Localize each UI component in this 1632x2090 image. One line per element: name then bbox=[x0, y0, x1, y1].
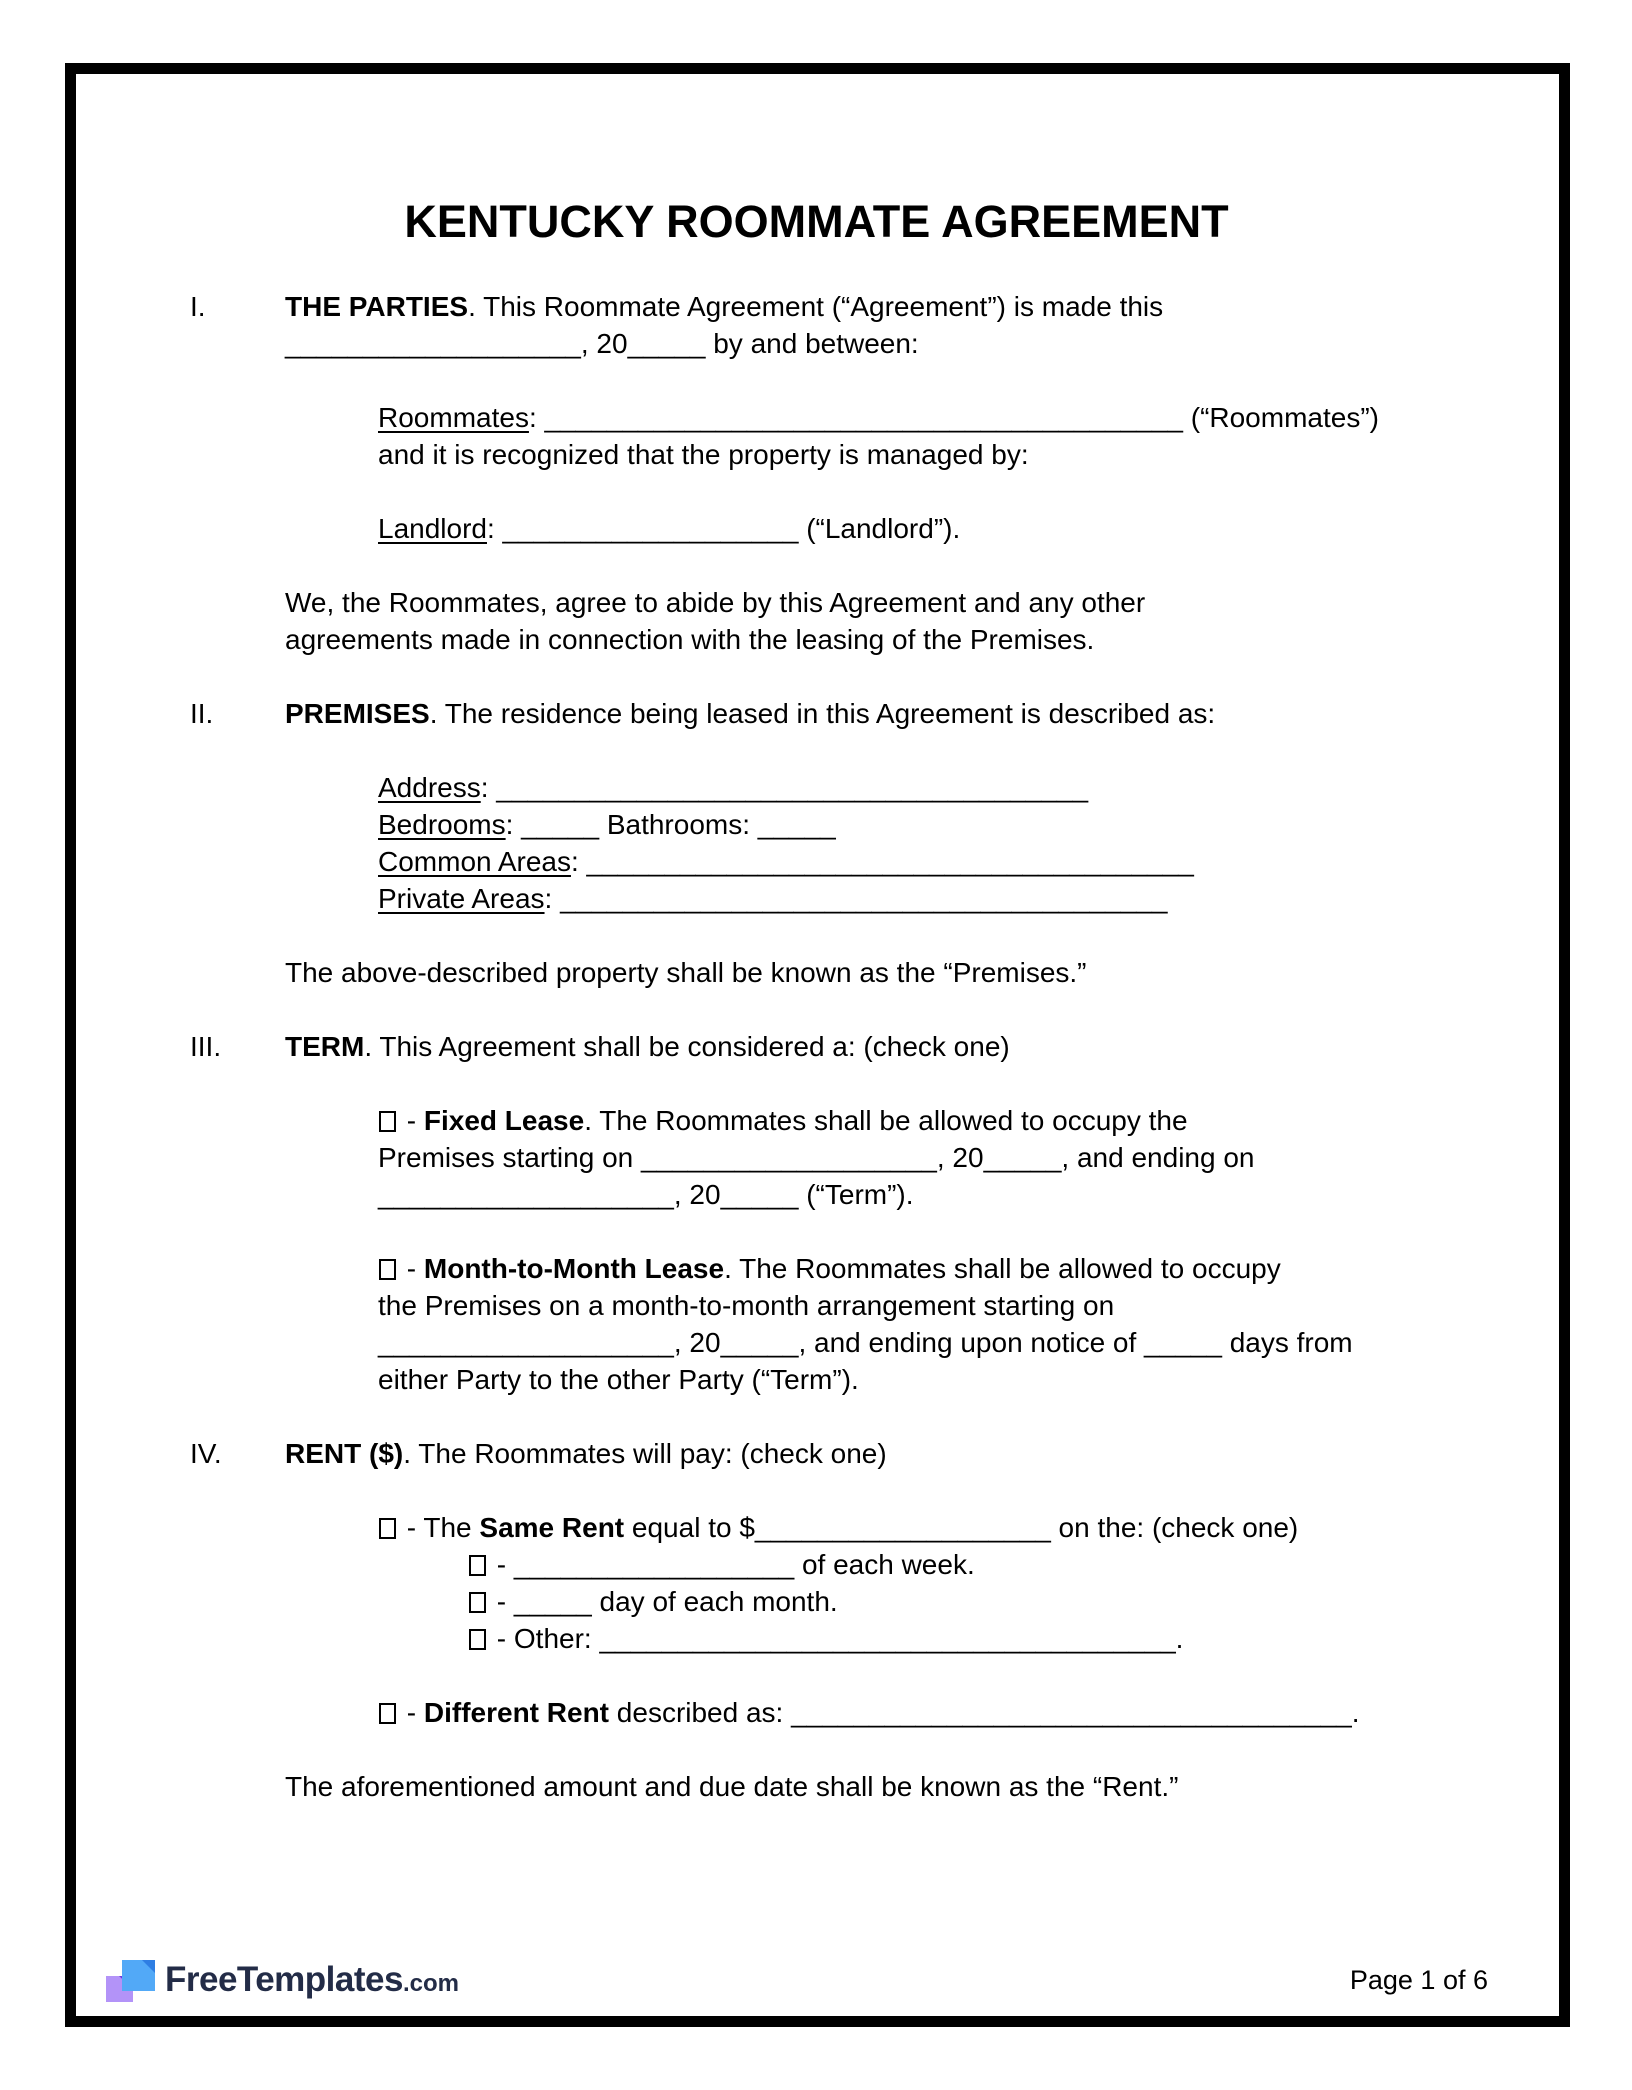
checkbox bbox=[379, 1518, 396, 1539]
paragraph-line bbox=[378, 806, 1529, 843]
paragraph-line bbox=[378, 1139, 1529, 1176]
text-segment: . The Roommates shall be allowed to occupy the bbox=[584, 1105, 1188, 1136]
text-segment: : _____ Bathrooms: _____ bbox=[505, 809, 836, 840]
section-numeral: IV. bbox=[190, 1438, 222, 1469]
text-segment: Month-to-Month Lease bbox=[423, 1253, 725, 1284]
text-segment: We, the Roommates, agree to abide by this Agreement and any other bbox=[285, 587, 1146, 618]
paragraph-line bbox=[378, 843, 1529, 880]
paragraph-line bbox=[378, 1509, 1529, 1546]
folded-pages-icon bbox=[106, 1958, 155, 2002]
text-segment: RENT ($) bbox=[285, 1438, 404, 1469]
text-segment: and it is recognized that the property is managed by: bbox=[378, 439, 1029, 470]
text-segment: - bbox=[399, 1105, 424, 1136]
paragraph-line bbox=[285, 325, 1529, 362]
brand-suffix: .com bbox=[402, 1970, 459, 1997]
text-segment: either Party to the other Party (“Term”). bbox=[378, 1364, 859, 1395]
text-segment: described as: ____________________________________. bbox=[609, 1697, 1360, 1728]
page-number: Page 1 of 6 bbox=[1349, 1964, 1488, 1995]
paragraph-line bbox=[378, 880, 1529, 917]
text-segment: ___________________, 20_____ (“Term”). bbox=[378, 1179, 914, 1210]
paragraph-line bbox=[285, 1435, 1529, 1472]
checkbox bbox=[469, 1555, 486, 1576]
paragraph bbox=[190, 288, 1529, 362]
text-segment: : _________________________________________ (“Roommates”) bbox=[528, 402, 1379, 433]
checkbox bbox=[379, 1703, 396, 1724]
text-segment: equal to $___________________ on the: (check one) bbox=[624, 1512, 1299, 1543]
freetemplates-logo bbox=[106, 1958, 459, 2002]
page-frame bbox=[65, 63, 1570, 2027]
text-segment: : ______________________________________ bbox=[480, 772, 1089, 803]
text-segment: - bbox=[399, 1697, 424, 1728]
page-footer bbox=[106, 1958, 1488, 2002]
paragraph bbox=[190, 1768, 1529, 1805]
paragraph-line bbox=[378, 436, 1529, 473]
paragraph-line bbox=[468, 1546, 1529, 1583]
paragraph-line bbox=[468, 1583, 1529, 1620]
text-segment: Fixed Lease bbox=[423, 1105, 585, 1136]
paragraph bbox=[190, 1028, 1529, 1065]
paragraph bbox=[190, 399, 1529, 473]
paragraph-line bbox=[285, 954, 1529, 991]
text-segment: agreements made in connection with the leasing of the Premises. bbox=[285, 624, 1095, 655]
text-segment: PREMISES bbox=[285, 698, 430, 729]
paragraph-line bbox=[378, 399, 1529, 436]
paragraph bbox=[190, 1694, 1529, 1731]
page-content bbox=[76, 74, 1559, 2016]
text-segment: . This Roommate Agreement (“Agreement”) is made this bbox=[468, 291, 1164, 322]
text-segment: Different Rent bbox=[423, 1697, 610, 1728]
paragraph bbox=[190, 1250, 1529, 1398]
text-segment: : _______________________________________ bbox=[544, 883, 1168, 914]
section-numeral: III. bbox=[190, 1031, 222, 1062]
paragraph-line bbox=[285, 584, 1529, 621]
text-segment: - __________________ of each week. bbox=[489, 1549, 975, 1580]
text-segment: Common Areas bbox=[378, 846, 571, 877]
text-segment: Address bbox=[378, 772, 481, 803]
text-segment: Landlord bbox=[378, 513, 487, 544]
brand-name: FreeTemplates bbox=[165, 1960, 403, 1999]
text-segment: . The residence being leased in this Agreement is described as: bbox=[429, 698, 1216, 729]
text-segment: ___________________, 20_____ by and between: bbox=[285, 328, 919, 359]
paragraph-line bbox=[378, 1287, 1529, 1324]
text-segment: - The bbox=[399, 1512, 480, 1543]
text-segment: - bbox=[399, 1253, 424, 1284]
text-segment: ___________________, 20_____, and ending upon notice of _____ days from bbox=[378, 1327, 1353, 1358]
text-segment: - _____ day of each month. bbox=[489, 1586, 838, 1617]
paragraph bbox=[190, 769, 1529, 917]
text-segment: - Other: _____________________________________. bbox=[489, 1623, 1184, 1654]
text-segment: TERM bbox=[285, 1031, 365, 1062]
checkbox bbox=[379, 1259, 396, 1280]
checkbox bbox=[469, 1592, 486, 1613]
text-segment: . This Agreement shall be considered a: (check one) bbox=[364, 1031, 1010, 1062]
checkbox bbox=[469, 1629, 486, 1650]
paragraph-line bbox=[378, 1102, 1529, 1139]
text-segment: Bedrooms bbox=[378, 809, 506, 840]
paragraph-line bbox=[285, 621, 1529, 658]
paragraph bbox=[190, 1509, 1529, 1657]
paragraph bbox=[190, 1435, 1529, 1472]
paragraph-line bbox=[285, 288, 1529, 325]
paragraph bbox=[190, 584, 1529, 658]
paragraph bbox=[190, 510, 1529, 547]
text-segment: Premises starting on ___________________, 20_____, and ending on bbox=[378, 1142, 1255, 1173]
paragraph-line bbox=[468, 1620, 1529, 1657]
document-body bbox=[190, 288, 1529, 1805]
text-segment: Roommates bbox=[378, 402, 529, 433]
checkbox bbox=[379, 1111, 396, 1132]
text-segment: Same Rent bbox=[479, 1512, 625, 1543]
paragraph-line bbox=[378, 1694, 1529, 1731]
paragraph-line bbox=[285, 1028, 1529, 1065]
brand-wordmark bbox=[165, 1960, 459, 2000]
text-segment: : _______________________________________ bbox=[570, 846, 1194, 877]
paragraph-line bbox=[285, 1768, 1529, 1805]
section-numeral: I. bbox=[190, 291, 206, 322]
text-segment: The above-described property shall be known as the “Premises.” bbox=[285, 957, 1087, 988]
paragraph bbox=[190, 695, 1529, 732]
text-segment: . The Roommates shall be allowed to occupy bbox=[724, 1253, 1281, 1284]
text-segment: THE PARTIES bbox=[285, 291, 469, 322]
text-segment: . The Roommates will pay: (check one) bbox=[403, 1438, 887, 1469]
text-segment: The aforementioned amount and due date shall be known as the “Rent.” bbox=[285, 1771, 1179, 1802]
paragraph bbox=[190, 1102, 1529, 1213]
paragraph-line bbox=[285, 695, 1529, 732]
paragraph-line bbox=[378, 1176, 1529, 1213]
section-numeral: II. bbox=[190, 698, 214, 729]
paragraph-line bbox=[378, 510, 1529, 547]
document-title: KENTUCKY ROOMMATE AGREEMENT bbox=[404, 196, 1229, 247]
paragraph-line bbox=[378, 1361, 1529, 1398]
paragraph-line bbox=[378, 1324, 1529, 1361]
paragraph-line bbox=[378, 1250, 1529, 1287]
text-segment: : ___________________ (“Landlord”). bbox=[486, 513, 961, 544]
text-segment: Private Areas bbox=[378, 883, 545, 914]
paragraph-line bbox=[378, 769, 1529, 806]
text-segment: the Premises on a month-to-month arrangement starting on bbox=[378, 1290, 1115, 1321]
paragraph bbox=[190, 954, 1529, 991]
